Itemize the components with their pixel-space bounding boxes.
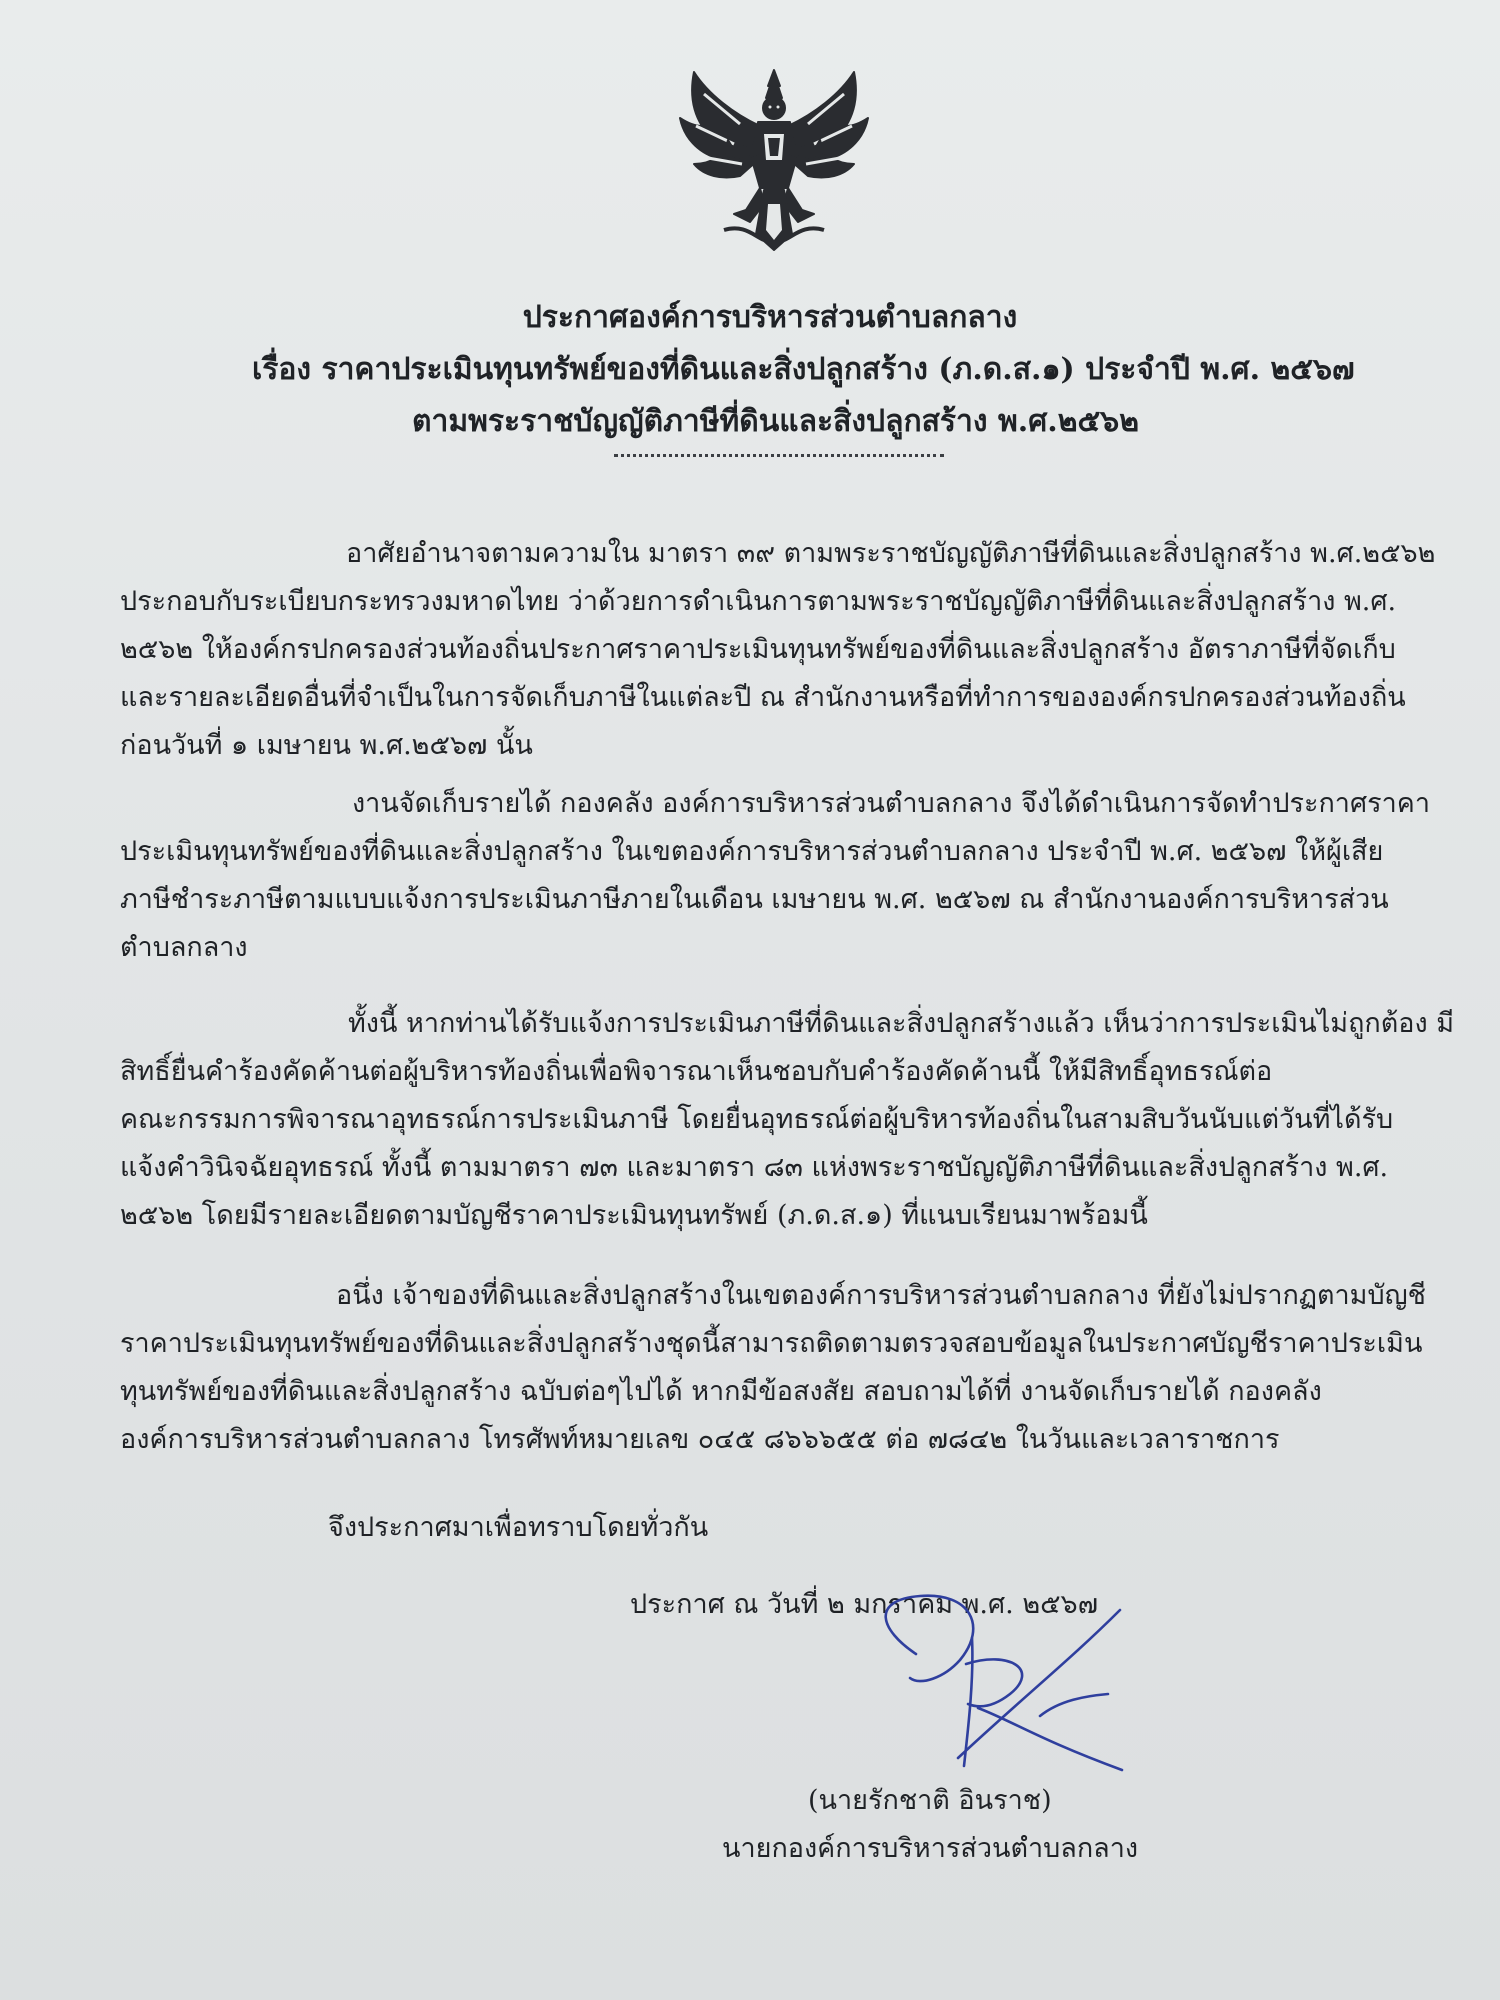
garuda-emblem-icon: [664, 64, 884, 260]
paragraph-line: ๒๕๖๒ โดยมีรายละเอียดตามบัญชีราคาประเมินทุนทรัพย์ (ภ.ด.ส.๑) ที่แนบเรียนมาพร้อมนี้: [120, 1200, 1148, 1231]
paragraph-2: [120, 780, 1432, 972]
paragraph-line: อนึ่ง เจ้าของที่ดินและสิ่งปลูกสร้างในเขตองค์การบริหารส่วนตำบลกลาง ที่ยังไม่ปรากฏตามบัญชี: [336, 1280, 1426, 1311]
paragraph-line: ราคาประเมินทุนทรัพย์ของที่ดินและสิ่งปลูกสร้างชุดนี้สามารถติดตามตรวจสอบข้อมูลในประกาศบัญชีราคาประเมิน: [120, 1328, 1423, 1359]
paragraph-line: ทุนทรัพย์ของที่ดินและสิ่งปลูกสร้าง ฉบับต่อๆไปได้ หากมีข้อสงสัย สอบถามได้ที่ งานจัดเก็บรายได้ กองคลัง: [120, 1376, 1322, 1407]
signer-name: (นายรักชาติ อินราช): [808, 1785, 1052, 1816]
paragraph-line: สิทธิ์ยื่นคำร้องคัดค้านต่อผู้บริหารท้องถิ่นเพื่อพิจารณาเห็นชอบกับคำร้องคัดค้านนี้ ให้มีสิทธิ์อุทธรณ์ต่อ: [120, 1056, 1273, 1087]
paragraph-3: [120, 1000, 1455, 1240]
announcement-title: [140, 292, 1400, 448]
paragraph-line: และรายละเอียดอื่นที่จำเป็นในการจัดเก็บภาษีในแต่ละปี ณ สำนักงานหรือที่ทำการขององค์กรปกครองส่วนท้องถิ่น: [120, 682, 1406, 713]
dotted-divider: [614, 454, 944, 457]
paragraph-line: ก่อนวันที่ ๑ เมษายน พ.ศ.๒๕๖๗ นั้น: [120, 730, 533, 761]
title-line-2: เรื่อง ราคาประเมินทุนทรัพย์ของที่ดินและสิ่งปลูกสร้าง (ภ.ด.ส.๑) ประจำปี พ.ศ. ๒๕๖๗: [252, 352, 1355, 387]
paragraph-line: ประกอบกับระเบียบกระทรวงมหาดไทย ว่าด้วยการดำเนินการตามพระราชบัญญัติภาษีที่ดินและสิ่งปลูกสร้าง พ.ศ.: [120, 586, 1397, 617]
signer-title: นายกองค์การบริหารส่วนตำบลกลาง: [722, 1833, 1139, 1864]
announcement-date: ประกาศ ณ วันที่ ๒ มกราคม พ.ศ. ๒๕๖๗: [630, 1589, 1098, 1620]
paragraph-1: [120, 530, 1436, 770]
paragraph-line: อาศัยอำนาจตามความใน มาตรา ๓๙ ตามพระราชบัญญัติภาษีที่ดินและสิ่งปลูกสร้าง พ.ศ.๒๕๖๒: [346, 538, 1436, 569]
paragraph-line: แจ้งคำวินิจฉัยอุทธรณ์ ทั้งนี้ ตามมาตรา ๗๓ และมาตรา ๘๓ แห่งพระราชบัญญัติภาษีที่ดินและสิ่งปลูกสร้าง พ.ศ.: [120, 1152, 1389, 1183]
closing-statement: จึงประกาศมาเพื่อทราบโดยทั่วกัน: [328, 1512, 709, 1543]
paragraph-line: คณะกรรมการพิจารณาอุทธรณ์การประเมินภาษี โดยยื่นอุทธรณ์ต่อผู้บริหารท้องถิ่นในสามสิบวันนับแต่วันที่ได้รับ: [120, 1104, 1394, 1135]
paragraph-line: องค์การบริหารส่วนตำบลกลาง โทรศัพท์หมายเลข ๐๔๕ ๘๖๖๖๕๕ ต่อ ๗๘๔๒ ในวันและเวลาราชการ: [120, 1424, 1280, 1455]
title-line-1: ประกาศองค์การบริหารส่วนตำบลกลาง: [522, 300, 1018, 335]
paragraph-4: [120, 1272, 1432, 1464]
paragraph-line: ภาษีชำระภาษีตามแบบแจ้งการประเมินภาษีภายในเดือน เมษายน พ.ศ. ๒๕๖๗ ณ สำนักงานองค์การบริหารส่วน: [120, 884, 1389, 915]
paragraph-line: งานจัดเก็บรายได้ กองคลัง องค์การบริหารส่วนตำบลกลาง จึงได้ดำเนินการจัดทำประกาศราคา: [352, 788, 1430, 819]
title-line-3: ตามพระราชบัญญัติภาษีที่ดินและสิ่งปลูกสร้าง พ.ศ.๒๕๖๒: [412, 404, 1139, 439]
handwritten-signature-icon: [860, 1590, 1160, 1780]
paragraph-line: ตำบลกลาง: [120, 932, 248, 963]
paragraph-line: ประเมินทุนทรัพย์ของที่ดินและสิ่งปลูกสร้าง ในเขตองค์การบริหารส่วนตำบลกลาง ประจำปี พ.ศ. ๒๕๖๗ ให้ผู้เสีย: [120, 836, 1384, 867]
paragraph-line: ทั้งนี้ หากท่านได้รับแจ้งการประเมินภาษีที่ดินและสิ่งปลูกสร้างแล้ว เห็นว่าการประเมินไม่ถูกต้อง มี: [348, 1008, 1455, 1039]
paragraph-line: ๒๕๖๒ ให้องค์กรปกครองส่วนท้องถิ่นประกาศราคาประเมินทุนทรัพย์ของที่ดินและสิ่งปลูกสร้าง อัตราภาษีที่จัดเก็บ: [120, 634, 1396, 665]
